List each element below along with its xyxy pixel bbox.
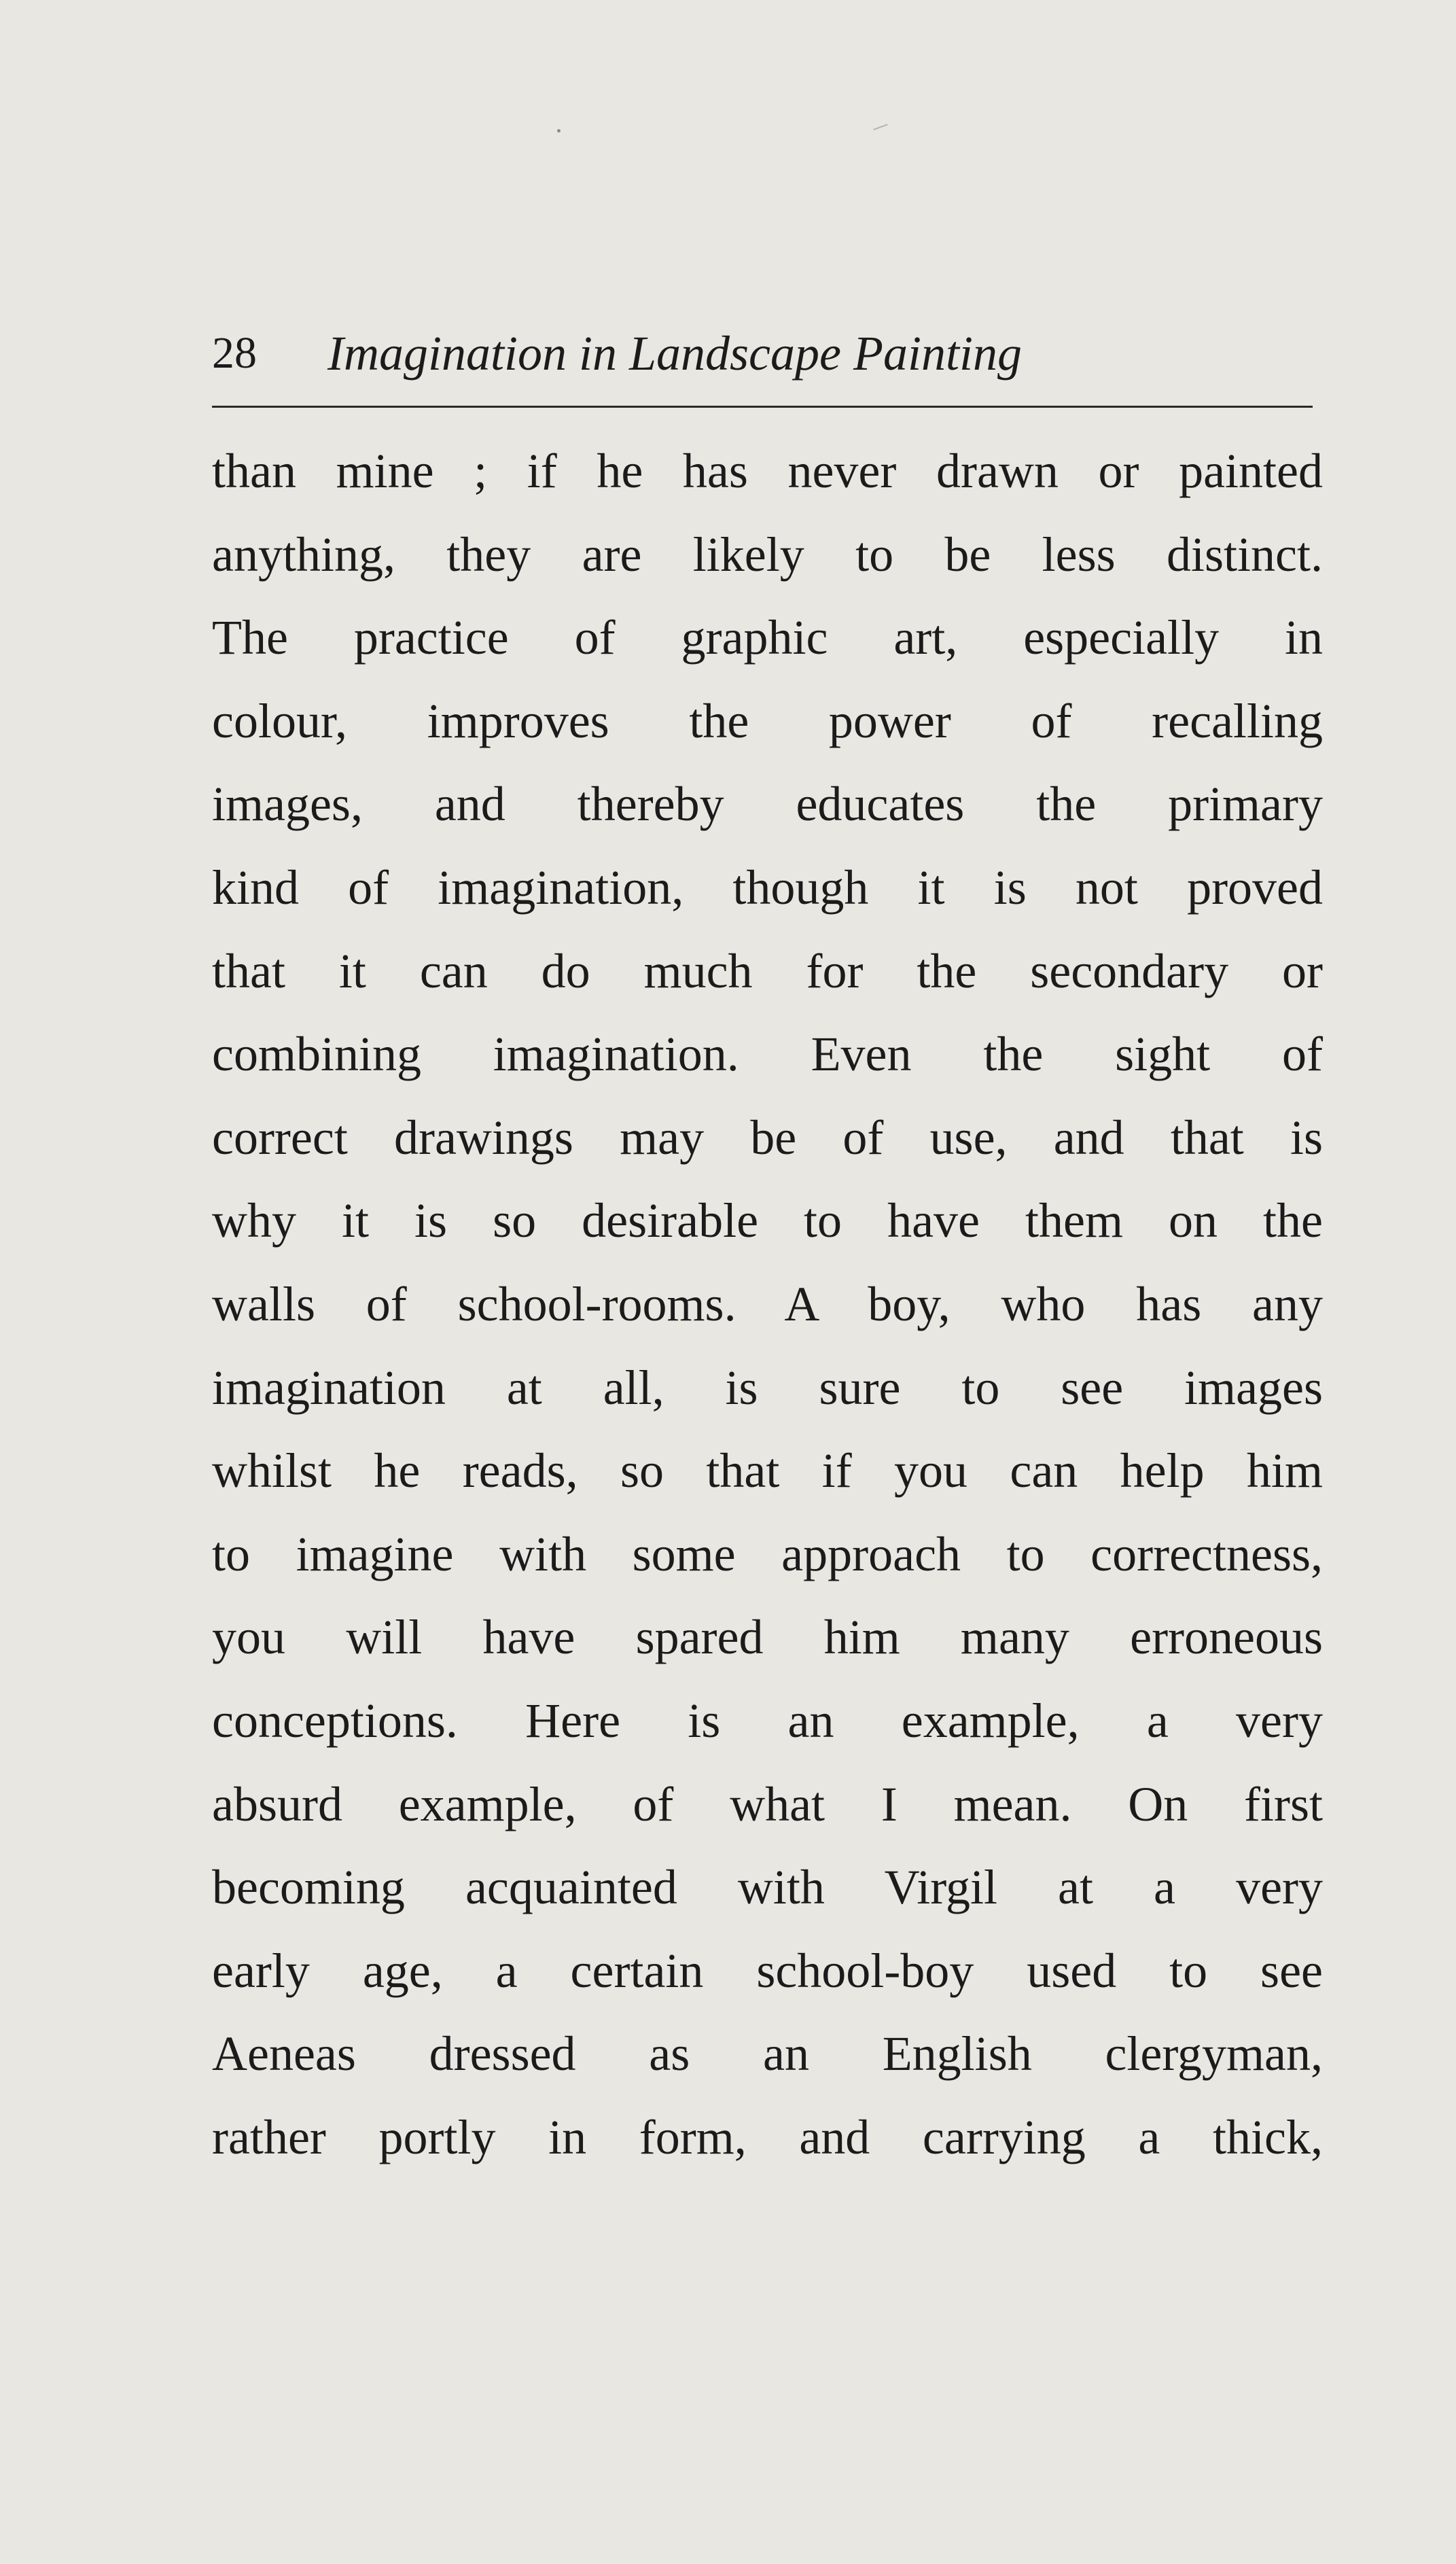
text-line: conceptions. Here is an example, a very: [212, 1693, 1323, 1748]
header-rule: [212, 406, 1313, 408]
text-line: imagination at all, is sure to see images: [212, 1360, 1323, 1415]
text-line: why it is so desirable to have them on the: [212, 1193, 1323, 1248]
text-line: correct drawings may be of use, and that is: [212, 1110, 1323, 1165]
text-line: colour, improves the power of recalling: [212, 693, 1323, 748]
text-line: The practice of graphic art, especially in: [212, 610, 1323, 665]
paper-mark: [873, 124, 887, 130]
running-title: Imagination in Landscape Painting: [327, 326, 1022, 381]
text-line: Aeneas dressed as an English clergyman,: [212, 2026, 1323, 2082]
body-text: [212, 429, 1323, 2179]
text-line: absurd example, of what I mean. On first: [212, 1776, 1323, 1831]
text-line: early age, a certain school-boy used to see: [212, 1943, 1323, 1998]
text-line: you will have spared him many erroneous: [212, 1610, 1323, 1665]
text-line: that it can do much for the secondary or: [212, 943, 1323, 998]
text-line: kind of imagination, though it is not proved: [212, 860, 1323, 915]
text-line: becoming acquainted with Virgil at a very: [212, 1860, 1323, 1915]
text-line: walls of school-rooms. A boy, who has any: [212, 1276, 1323, 1331]
paper-speck: [557, 129, 561, 133]
text-line: combining imagination. Even the sight of: [212, 1027, 1323, 1082]
page-header: [212, 319, 1313, 387]
text-line: images, and thereby educates the primary: [212, 777, 1323, 832]
text-line: anything, they are likely to be less distinct.: [212, 527, 1323, 582]
page-number: 28: [212, 328, 257, 378]
text-line: whilst he reads, so that if you can help him: [212, 1443, 1323, 1498]
text-line: to imagine with some approach to correctness,: [212, 1526, 1323, 1581]
text-line: rather portly in form, and carrying a thick,: [212, 2109, 1323, 2164]
text-line: than mine ; if he has never drawn or painted: [212, 444, 1323, 498]
